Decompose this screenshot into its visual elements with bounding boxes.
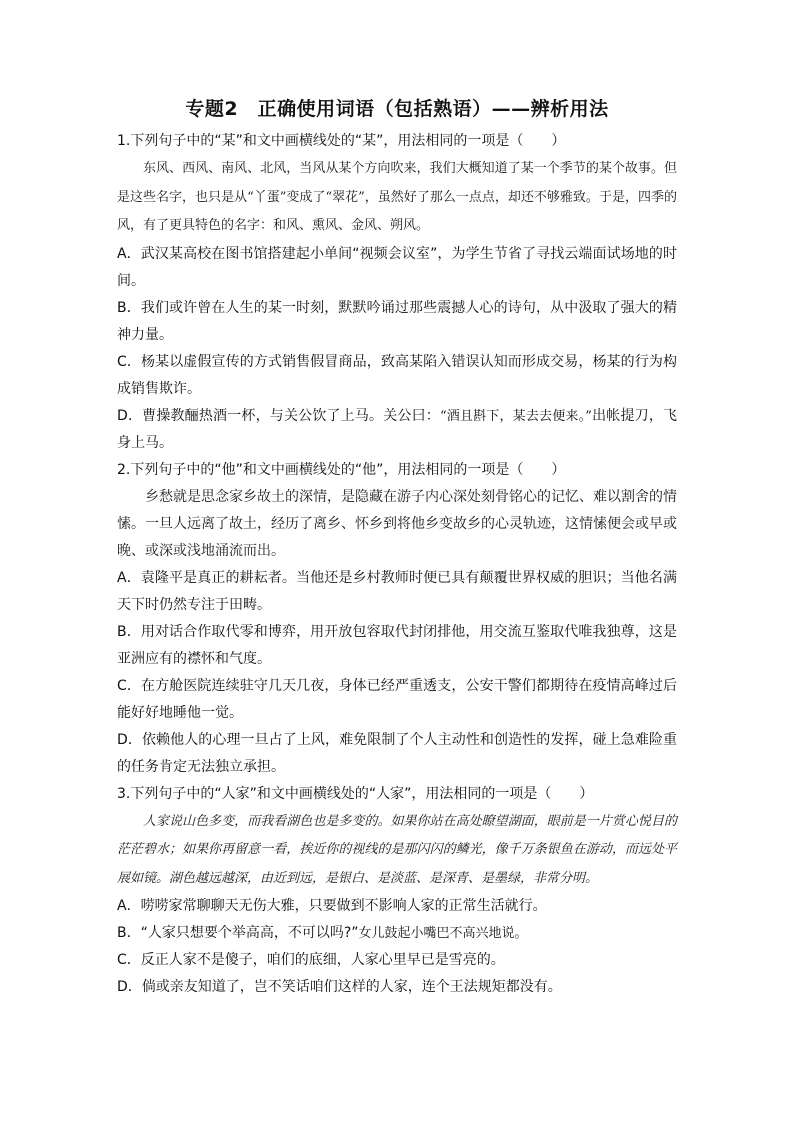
question-1-option-a: A．武汉某高校在图书馆搭建起小单间“视频会议室”，为学生节省了寻找云端面试场地的时间。 (117, 245, 677, 289)
question-2-option-c: C．在方舱医院连续驻守几天几夜，身体已经严重透支，公安干警们都期待在疫情高峰过后能好好地睡他一觉。 (117, 677, 677, 721)
question-1-option-c: C．杨某以虚假宣传的方式销售假冒商品，致高某陷入错误认知而形成交易，杨某的行为构成销售欺诈。 (117, 353, 677, 397)
question-1 (117, 128, 677, 457)
question-3-option-b-quote: B．“人家只想要个举高高，不可以吗?” (117, 925, 359, 941)
question-2-passage: 乡愁就是思念家乡故土的深情，是隐藏在游子内心深处刻骨铭心的记忆、难以割舍的情愫。一旦人远离了故土，经历了离乡、怀乡到将他乡变故乡的心灵轨迹，这情愫便会或早或晚、或深或浅地涌流而出。 (117, 488, 677, 559)
question-3-option-b (117, 920, 677, 947)
page-title: 专题2 正确使用词语（包括熟语）——辨析用法 (185, 98, 609, 120)
question-1-option-d-pre: D．曹操教酾热酒一杯，与关公饮了上马。关公曰： (117, 407, 440, 424)
question-3-passage: 人家说山色多变，而我看湖色也是多变的。如果你站在高处瞭望湖面，眼前是一片赏心悦目的茫茫碧水；如果你再留意一看，挨近你的视线的是那闪闪的鳞光，像千万条银鱼在游动，而远处平展如镜。湖色越远越深，由近到远，是银白、是淡蓝、是深青、是墨绿，非常分明。 (117, 813, 677, 886)
question-1-option-d-quote: “酒且斟下，某去去便来。” (439, 408, 592, 424)
question-2-option-d: D．依赖他人的心理一旦占了上风，难免限制了个人主动性和创造性的发挥，碰上急难险重的任务肯定无法独立承担。 (117, 731, 677, 775)
question-1-option-d-post: 出帐提刀，飞身上马。 (117, 407, 678, 451)
question-3 (117, 781, 677, 1002)
question-3-stem: 3.下列句子中的“人家”和文中画横线处的“人家”，用法相同的一项是（ ） (117, 785, 594, 802)
question-1-option-b: B．我们或许曾在人生的某一时刻，默默吟诵过那些震撼人心的诗句，从中汲取了强大的精神力量。 (117, 299, 677, 343)
question-3-option-d: D．倘或亲友知道了，岂不笑话咱们这样的人家，连个王法规矩都没有。 (117, 979, 562, 995)
question-2-stem: 2.下列句子中的“他”和文中画横线处的“他”，用法相同的一项是（ ） (117, 461, 566, 478)
question-2-option-a: A．袁隆平是真正的耕耘者。当他还是乡村教师时便已具有颠覆世界权威的胆识；当他名满天下时仍然专注于田畴。 (117, 569, 677, 613)
question-3-option-a: A．唠唠家常聊聊天无伤大雅，只要做到不影响人家的正常生活就行。 (117, 898, 547, 914)
question-2-option-b: B．用对话合作取代零和博弈，用开放包容取代封闭排他，用交流互鉴取代唯我独尊，这是亚洲应有的襟怀和气度。 (117, 623, 677, 667)
question-1-stem: 1.下列句子中的“某”和文中画横线处的“某”，用法相同的一项是（ ） (117, 133, 566, 149)
question-3-option-c: C．反正人家不是傻子，咱们的底细，人家心里早已是雪亮的。 (117, 952, 505, 968)
document-page (117, 92, 677, 1001)
question-1-option-d (117, 403, 677, 457)
question-3-option-b-post: 女儿鼓起小嘴巴不高兴地说。 (358, 926, 528, 941)
question-1-passage: 东风、西风、南风、北风，当风从某个方向吹来，我们大概知道了某一个季节的某个故事。但是这些名字，也只是从“丫蛋”变成了“翠花”，虽然好了那么一点点，却还不够雅致。于是，四季的风，有了更具特色的名字：和风、熏风、金风、朔风。 (117, 161, 677, 233)
question-2 (117, 457, 677, 781)
